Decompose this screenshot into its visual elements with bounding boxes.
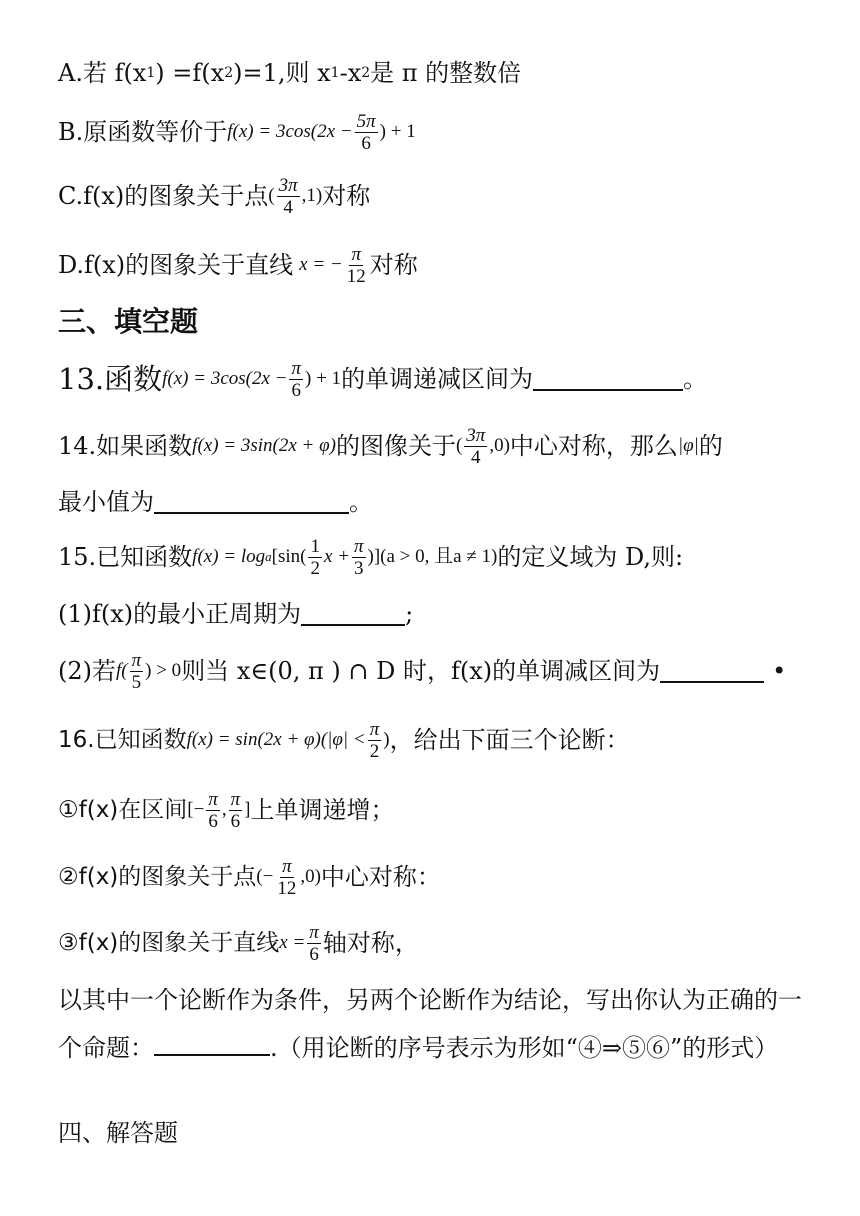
formula: , (221, 799, 227, 820)
punctuation: 。 (349, 488, 373, 516)
fraction-numerator: 3π (466, 424, 486, 446)
statement-text: 上单调递增； (250, 796, 395, 824)
fraction-denominator: 4 (471, 446, 481, 468)
formula: f( (116, 660, 128, 681)
punctuation: • (772, 657, 787, 685)
formula: ) > 0 (145, 660, 182, 681)
formula: (− (256, 866, 274, 887)
option-b (58, 103, 820, 161)
question-15 (58, 528, 820, 586)
question-number: 13.函数 (58, 362, 163, 396)
question-text: ，给出下面三个论断： (389, 726, 630, 754)
formula: x = − (299, 254, 343, 275)
fraction-numerator: π (291, 357, 302, 379)
fraction-denominator: 4 (283, 196, 293, 218)
fraction-denominator: 2 (310, 557, 320, 579)
fraction (368, 719, 382, 762)
fraction-denominator: 12 (277, 877, 297, 899)
formula: f(x) = log (192, 546, 266, 567)
fraction-numerator: π (282, 855, 292, 877)
fraction (229, 789, 243, 832)
fraction-denominator: 2 (369, 740, 380, 762)
fraction (307, 922, 321, 965)
option-a (58, 57, 820, 89)
section-title: 三、填空题 (58, 305, 199, 338)
fraction-numerator: π (309, 921, 319, 943)
fraction (352, 536, 366, 579)
answer-blank[interactable] (154, 1032, 270, 1056)
option-a-prefix: A.若 f(x (58, 59, 147, 87)
subscript: 2 (361, 65, 371, 81)
fraction-numerator: π (230, 788, 241, 810)
section-title: 四、解答题 (58, 1119, 178, 1147)
fraction-numerator: 5π (356, 110, 376, 132)
q16-instruction (58, 976, 820, 1072)
fraction (464, 425, 487, 468)
section-4-heading (58, 1117, 820, 1149)
fraction (289, 358, 303, 401)
question-text: (2)若 (58, 657, 116, 685)
formula: x + (323, 546, 350, 567)
fraction-numerator: 3π (278, 174, 298, 196)
instruction-text: .（用论断的序号表示为形如“④⇒⑤⑥”的形式） (270, 1034, 779, 1062)
fraction-denominator: 5 (131, 671, 142, 693)
statement-text: 轴对称， (322, 929, 419, 957)
question-15-part-1 (58, 598, 820, 630)
option-a-text: )=1,则 x (233, 59, 331, 87)
fraction-denominator: 6 (230, 810, 241, 832)
question-text: 中心对称，那么 (509, 432, 678, 460)
fraction (277, 175, 300, 218)
option-d-prefix: D.f(x)的图象关于直线 (58, 251, 294, 279)
formula: |φ| (677, 435, 699, 456)
q16-statement-1 (58, 781, 820, 839)
question-16 (58, 711, 820, 769)
subscript: 1 (330, 65, 340, 81)
formula: ) + 1 (379, 121, 416, 142)
formula: f(x) = 3cos(2x − (162, 368, 288, 389)
formula: f(x) = sin(2x + φ)(|φ| < (186, 729, 366, 750)
formula: ( (268, 185, 275, 206)
question-text: 的单调递减区间为 (341, 365, 534, 393)
instruction-text: 以其中一个论断作为条件，另两个论断作为结论，写出你认为正确的一个命题： (58, 986, 802, 1062)
question-text: 最小值为 (58, 488, 154, 516)
option-c-prefix: C.f(x)的图象关于点 (58, 182, 269, 210)
answer-blank[interactable] (154, 490, 349, 514)
statement-text: ③f(x)的图象关于直线 (58, 930, 280, 956)
option-a-text: -x (339, 59, 362, 87)
fraction (275, 856, 298, 899)
question-number: 14.如果函数 (58, 432, 193, 460)
option-a-suffix: 是 π 的整数倍 (370, 59, 522, 87)
option-c-suffix: 对称 (322, 182, 371, 210)
fraction (355, 111, 378, 154)
question-15-part-2 (58, 642, 820, 700)
formula: )](a > 0, 且a ≠ 1) (367, 546, 498, 567)
fraction-denominator: 12 (346, 265, 366, 287)
fraction-denominator: 6 (208, 810, 218, 832)
fraction-denominator: 6 (291, 379, 301, 401)
formula: f(x) = 3cos(2x − (227, 121, 353, 142)
statement-text: 中心对称： (320, 863, 441, 891)
q16-statement-3 (58, 914, 820, 972)
section-3-heading (58, 304, 820, 340)
fraction-numerator: π (131, 649, 142, 671)
log-base: a (265, 549, 272, 564)
fraction-denominator: 6 (309, 943, 319, 965)
formula: f(x) = 3sin(2x + φ) (192, 435, 336, 456)
fraction (206, 789, 220, 832)
option-d (58, 236, 820, 294)
formula: x = (279, 932, 306, 953)
subscript: 1 (146, 65, 156, 81)
fraction-numerator: π (369, 718, 380, 740)
question-number: 15.已知函数 (58, 543, 193, 571)
formula: ) (383, 729, 390, 750)
question-text: 的定义域为 D,则: (497, 543, 684, 571)
question-text: 的 (698, 432, 723, 460)
answer-blank[interactable] (533, 367, 683, 391)
fraction-numerator: π (353, 535, 364, 557)
statement-text: ②f(x)的图象关于点 (58, 864, 257, 890)
option-b-prefix: B.原函数等价于 (58, 118, 228, 146)
formula: ] (244, 799, 251, 820)
formula: [sin( (271, 546, 307, 567)
formula: ) + 1 (305, 368, 342, 389)
fraction-denominator: 3 (354, 557, 364, 579)
formula: ,0) (300, 866, 321, 887)
punctuation: 。 (683, 365, 708, 393)
question-text: 的图像关于 (335, 432, 456, 460)
fraction-numerator: π (208, 788, 218, 810)
subscript: 2 (224, 65, 234, 81)
fraction (308, 536, 322, 579)
formula: ( (455, 435, 463, 456)
fraction-numerator: π (351, 243, 362, 265)
statement-text: ①f(x)在区间 (58, 797, 188, 823)
answer-blank[interactable] (660, 659, 764, 683)
formula: [− (187, 799, 205, 820)
option-c (58, 167, 820, 225)
question-14 (58, 417, 820, 475)
formula: ,0) (489, 435, 510, 456)
fraction (130, 650, 144, 693)
question-number: 16.已知函数 (58, 727, 187, 753)
fraction-numerator: 1 (310, 535, 320, 557)
option-a-text: ) =f(x (155, 59, 225, 87)
q16-statement-2 (58, 848, 820, 906)
punctuation: ; (405, 600, 414, 628)
question-14-line-2 (58, 486, 820, 518)
question-13 (58, 350, 820, 408)
answer-blank[interactable] (301, 602, 405, 626)
question-text: 则当 x∈(0, π ) ∩ D 时，f(x)的单调减区间为 (181, 657, 661, 685)
fraction-denominator: 6 (361, 132, 371, 154)
option-d-suffix: 对称 (369, 251, 418, 279)
fraction (345, 244, 368, 287)
formula: ,1) (301, 185, 323, 206)
question-text: (1)f(x)的最小正周期为 (58, 600, 302, 628)
